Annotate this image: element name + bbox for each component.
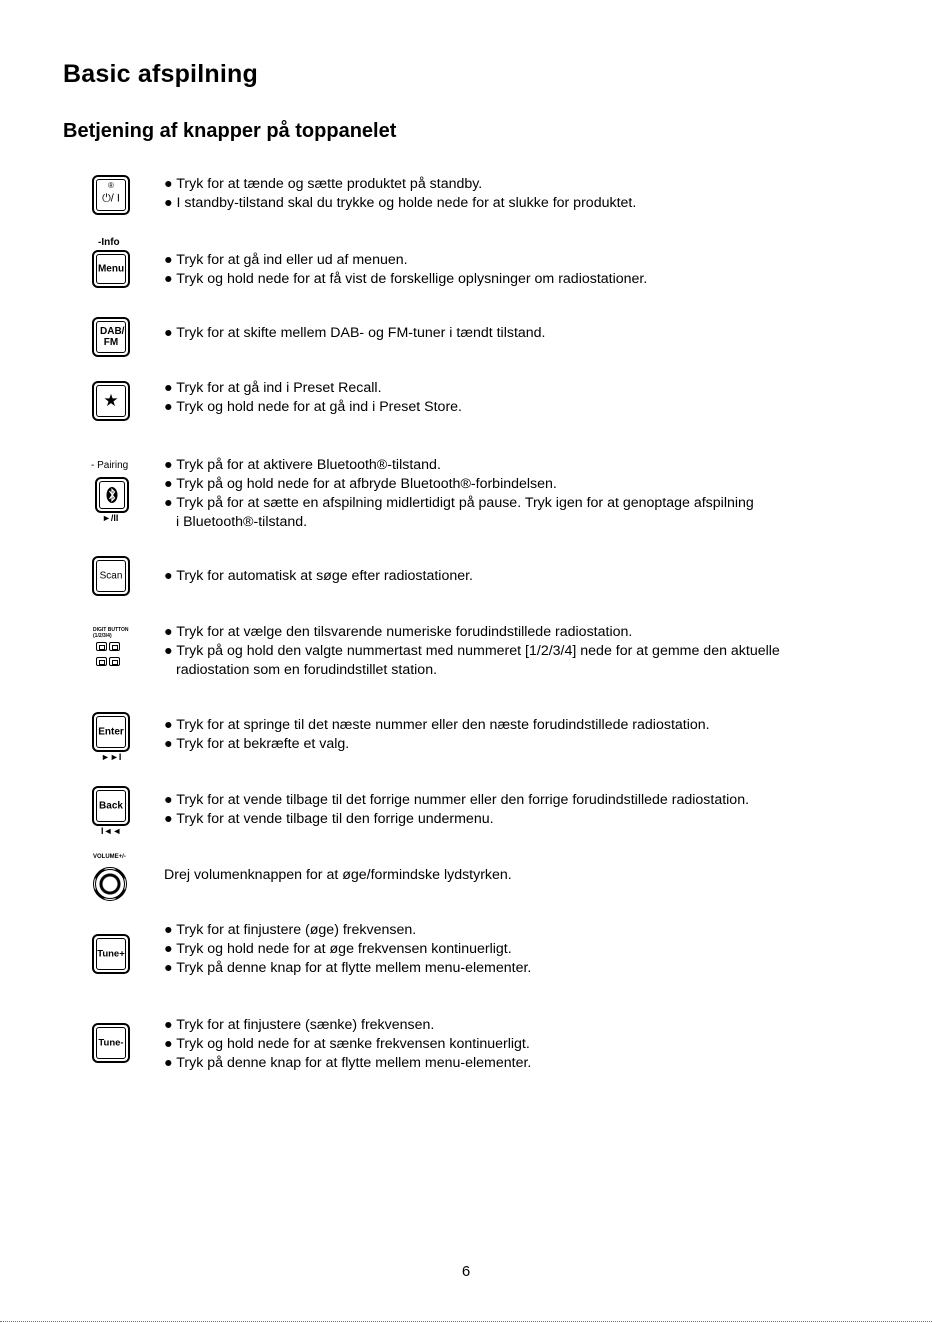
enter-next-icon: Enter [92, 712, 130, 752]
digit-buttons-icon [96, 642, 126, 670]
menu-line-2: ● Tryk og hold nede for at få vist de forskellige oplysninger om radiostationer. [164, 271, 648, 287]
scan-line-1: ● Tryk for automatisk at søge efter radiostationer. [164, 568, 473, 584]
tune-plus-line-1: ● Tryk for at finjustere (øge) frekvensen. [164, 922, 417, 938]
tune-minus-line-1: ● Tryk for at finjustere (sænke) frekvensen. [164, 1017, 435, 1033]
tune-minus-line-3: ● Tryk på denne knap for at flytte mellem menu-elementer. [164, 1055, 532, 1071]
digits-line-1: ● Tryk for at vælge den tilsvarende numeriske forudindstillede radiostation. [164, 624, 633, 640]
previous-caption: I◄◄ [101, 826, 122, 836]
tune-minus-line-2: ● Tryk og hold nede for at sænke frekvensen kontinuerligt. [164, 1036, 530, 1052]
bluetooth-line-4: i Bluetooth®-tilstand. [176, 514, 308, 530]
back-line-1: ● Tryk for at vende tilbage til det forrige nummer eller den forrige forudindstillede radiostation. [164, 792, 750, 808]
preset-line-1: ● Tryk for at gå ind i Preset Recall. [164, 380, 382, 396]
power-line-1: ● Tryk for at tænde og sætte produktet på standby. [164, 176, 483, 192]
bluetooth-icon [95, 477, 129, 513]
volume-knob-icon [93, 867, 127, 901]
power-standby-icon: ® ⏻/ I [92, 175, 130, 215]
scan-icon: Scan [92, 556, 130, 596]
tune-minus-icon: Tune- [92, 1023, 130, 1063]
play-pause-caption: ►/II [102, 513, 119, 523]
bluetooth-line-1: ● Tryk på for at aktivere Bluetooth®-tilstand. [164, 457, 441, 473]
page-bottom-rule [0, 1321, 932, 1322]
back-line-2: ● Tryk for at vende tilbage til den forrige undermenu. [164, 811, 494, 827]
enter-line-2: ● Tryk for at bekræfte et valg. [164, 736, 350, 752]
menu-info-icon: Menu [92, 250, 130, 288]
bluetooth-line-2: ● Tryk på og hold nede for at afbryde Bluetooth®-forbindelsen. [164, 476, 557, 492]
tune-plus-line-3: ● Tryk på denne knap for at flytte mellem menu-elementer. [164, 960, 532, 976]
volume-line-1: Drej volumenknappen for at øge/formindske lydstyrken. [164, 867, 512, 883]
tune-plus-icon: Tune+ [92, 934, 130, 974]
next-caption: ►►I [101, 752, 122, 762]
enter-line-1: ● Tryk for at springe til det næste nummer eller den næste forudindstillede radiostation. [164, 717, 710, 733]
digit-button-caption: DIGIT BUTTON [93, 627, 129, 633]
power-line-2: ● I standby-tilstand skal du trykke og holde nede for at slukke for produktet. [164, 195, 637, 211]
preset-line-2: ● Tryk og hold nede for at gå ind i Preset Store. [164, 399, 462, 415]
digits-line-3: radiostation som en forudindstillet station. [176, 662, 438, 678]
pairing-caption: - Pairing [91, 460, 129, 471]
dab-fm-line-1: ● Tryk for at skifte mellem DAB- og FM-tuner i tændt tilstand. [164, 325, 546, 341]
star-preset-icon: ★ [92, 381, 130, 421]
page-number: 6 [461, 1263, 471, 1280]
dab-fm-icon: DAB/ FM [92, 317, 130, 357]
section-heading: Betjening af knapper på toppanelet [63, 120, 397, 142]
page-title: Basic afspilning [63, 60, 258, 88]
digits-line-2: ● Tryk på og hold den valgte nummertast med nummeret [1/2/3/4] nede for at gemme den aktuelle [164, 643, 780, 659]
info-caption: -Info [98, 237, 120, 248]
volume-caption: VOLUME+/- [93, 854, 126, 860]
tune-plus-line-2: ● Tryk og hold nede for at øge frekvensen kontinuerligt. [164, 941, 512, 957]
digit-numbers-caption: (1/2/3/4) [93, 633, 112, 639]
back-previous-icon: Back [92, 786, 130, 826]
menu-line-1: ● Tryk for at gå ind eller ud af menuen. [164, 252, 408, 268]
bluetooth-line-3: ● Tryk på for at sætte en afspilning midlertidigt på pause. Tryk igen for at genoptage afspilning [164, 495, 754, 511]
